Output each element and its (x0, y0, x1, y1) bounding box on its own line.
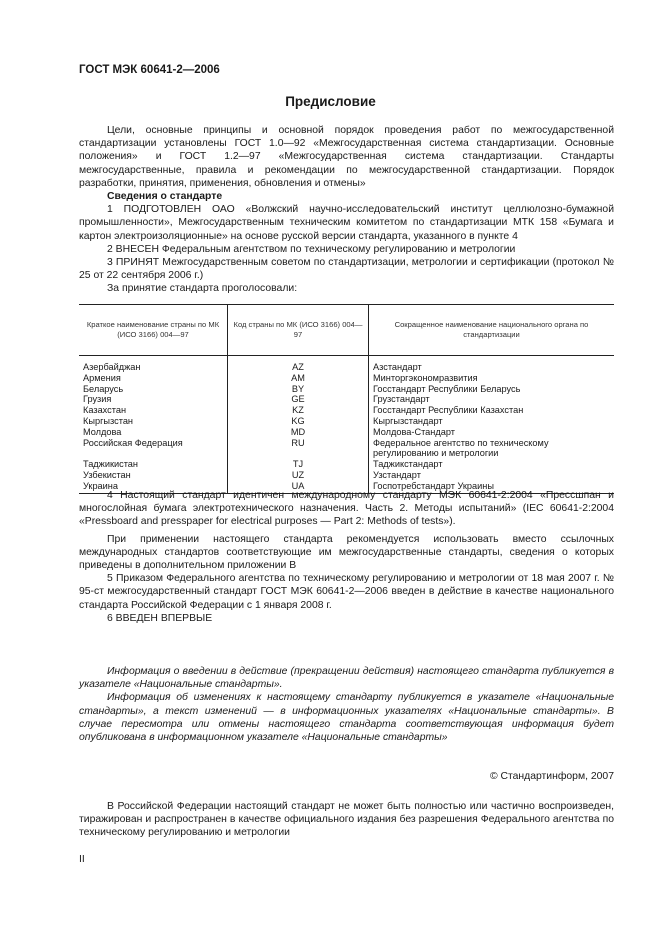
page-title: Предисловие (285, 94, 376, 109)
code-cell: TJ (228, 459, 369, 470)
body-cell: Минторгэкономразвития (369, 373, 615, 384)
table-row (79, 470, 614, 481)
country-cell: Азербайджан (83, 362, 141, 372)
country-cell: Казахстан (83, 405, 127, 416)
copyright: © Стандартинформ, 2007 (489, 771, 614, 782)
country-cell: Молдова (83, 426, 122, 437)
country-cell: Украина (79, 481, 228, 493)
document-header: ГОСТ МЭК 60641-2—2006 (79, 64, 220, 76)
item-5: 5 Приказом Федерального агентства по техническому регулированию и метрологии от 18 мая 2007 г. № 95-ст межгосударственный стандарт ГОСТ МЭК 60641-2—2006 введен в действие в качестве национального стандарта Российской Федерации с 1 января 2008 г. (79, 573, 614, 611)
table-row (79, 384, 614, 395)
code-cell: MD (228, 427, 369, 438)
voting-table (79, 304, 614, 491)
header-country: Краткое наименование страны по МК (ИСО 3166) 004—97 (79, 305, 228, 356)
info-changes: Информация об изменениях к настоящему стандарту публикуется в указателе «Национальные стандарты», а текст изменений — в информационных указателях «Национальные стандарты». В случае пересмотра или отмены настоящего стандарта соответствующая информация будет опубликована в информационном указателе «Национальные стандарты» (79, 692, 614, 744)
rights-block (79, 800, 614, 840)
item-4: 4 Настоящий стандарт идентичен международному стандарту МЭК 60641-2:2004 «Прессшпан и многослойная бумага электротехнического назначения. Часть 2. Методы испытаний» (IEC 60641-2:2004 «Pressboard and presspaper for electrical purposes — Part 2: Methods of tests»). (79, 490, 614, 528)
table-row (79, 356, 614, 373)
table-row (79, 459, 614, 470)
body-cell: Госстандарт Республики Беларусь (369, 384, 615, 395)
page-number: II (79, 854, 85, 865)
body-cell: Госпотребстандарт Украины (369, 481, 615, 493)
items-block (79, 489, 614, 625)
table-row (79, 405, 614, 416)
table-row (79, 438, 614, 460)
country-cell: Грузия (83, 394, 112, 405)
country-cell: Таджикистан (83, 459, 138, 470)
code-cell: GE (228, 394, 369, 405)
body-cell: Узстандарт (369, 470, 615, 481)
foreword-block (79, 124, 614, 296)
rights-notice: В Российской Федерации настоящий стандарт не может быть полностью или частично воспроизведен, тиражирован и распространен в качестве официального издания без разрешения Федерального агентства по техническому регулированию и метрологии (79, 801, 614, 839)
header-body: Сокращенное наименование национального органа по стандартизации (369, 305, 615, 356)
body-cell: Федеральное агентство по техническому регулированию и метрологии (369, 438, 615, 460)
body-cell: Госстандарт Республики Казахстан (369, 405, 615, 416)
item-6: 6 ВВЕДЕН ВПЕРВЫЕ (107, 612, 213, 624)
body-cell: Молдова-Стандарт (369, 427, 615, 438)
code-cell: KZ (228, 405, 369, 416)
item-1: 1 ПОДГОТОВЛЕН ОАО «Волжский научно-исследовательский институт целлюлозно-бумажной промышленности», Межгосударственным техническим комитетом по стандартизации МТК 158 «Бумага и картон электроизоляционные» на основе русской версии стандарта, указанного в пункте 4 (79, 204, 614, 242)
intro-paragraph: Цели, основные принципы и основной порядок проведения работ по межгосударственной стандартизации установлены ГОСТ 1.0—92 «Межгосударственная система стандартизации. Основные положения» и ГОСТ 1.2—97 «Межгосударственная система стандартизации. Стандарты межгосударственные, правила и рекомендации по межгосударственной стандартизации. Порядок разработки, принятия, применения, обновления и отмены» (79, 125, 614, 189)
info-introduction: Информация о введении в действие (прекращении действия) настоящего стандарта публикуется в указателе «Национальные стандарты». (79, 666, 614, 691)
table-row (79, 394, 614, 405)
table-row (79, 427, 614, 438)
table-header-row (79, 305, 614, 356)
country-cell: Узбекистан (83, 469, 131, 480)
code-cell: BY (228, 384, 369, 395)
info-block (79, 665, 614, 744)
country-cell: Армения (83, 372, 121, 383)
item-2: 2 ВНЕСЕН Федеральным агентством по техническому регулированию и метрологии (107, 243, 516, 255)
vote-caption: За принятие стандарта проголосовали: (107, 283, 298, 295)
country-cell: Кыргызстан (83, 415, 134, 426)
code-cell: AZ (228, 356, 369, 373)
body-cell: Азстандарт (369, 356, 615, 373)
item-4-note: При применении настоящего стандарта рекомендуется использовать вместо ссылочных международных стандартов соответствующие им межгосударственные стандарты, сведения о которых приведены в дополнительном приложении В (79, 533, 614, 572)
country-cell: Беларусь (83, 383, 124, 394)
header-code: Код страны по МК (ИСО 3166) 004—97 (228, 305, 369, 356)
table-row (79, 416, 614, 427)
table-row (79, 373, 614, 384)
body-cell: Кыргызстандарт (369, 416, 615, 427)
code-cell: AM (228, 373, 369, 384)
section-title: Сведения о стандарте (107, 191, 223, 203)
code-cell: UZ (228, 470, 369, 481)
country-cell: Российская Федерация (83, 437, 183, 448)
code-cell: UA (228, 481, 369, 493)
body-cell: Грузстандарт (369, 394, 615, 405)
body-cell: Таджикстандарт (369, 459, 615, 470)
item-3: 3 ПРИНЯТ Межгосударственным советом по стандартизации, метрологии и сертификации (протокол № 25 от 22 сентября 2006 г.) (79, 257, 614, 282)
code-cell: KG (228, 416, 369, 427)
code-cell: RU (228, 438, 369, 460)
